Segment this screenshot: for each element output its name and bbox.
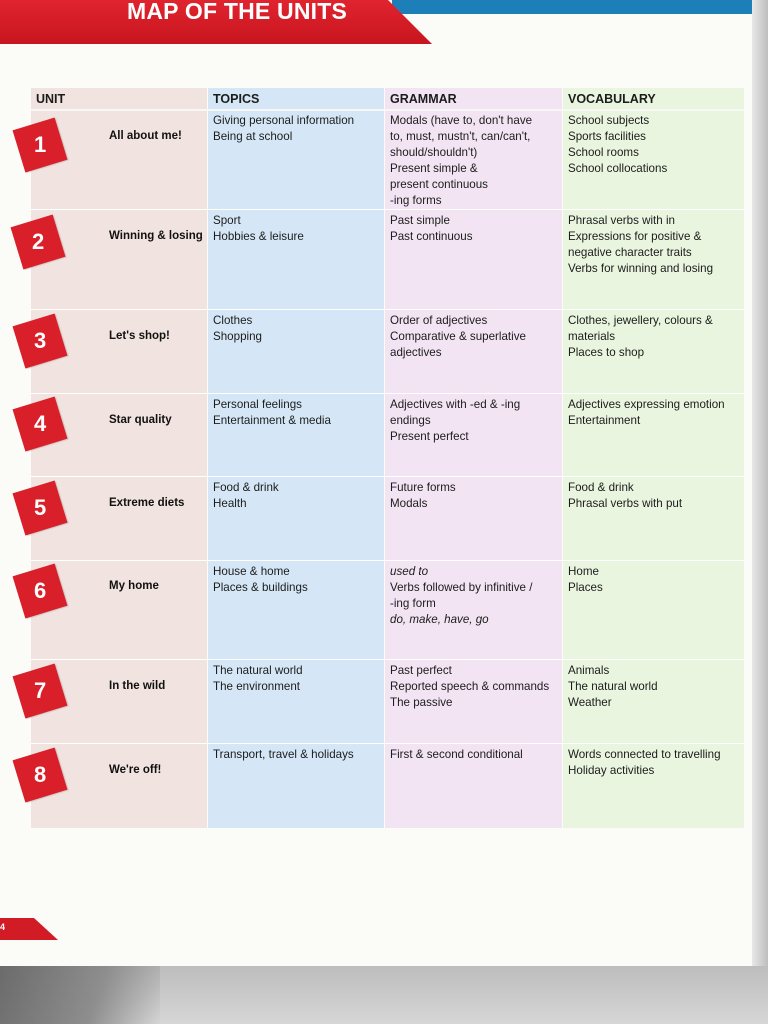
vocabulary-cell xyxy=(568,213,713,277)
vocabulary-item: Holiday activities xyxy=(568,764,655,777)
vocabulary-item: Clothes, jewellery, colours & xyxy=(568,314,713,327)
header-accent-bar xyxy=(392,0,752,14)
grammar-item: Comparative & superlative xyxy=(390,330,526,343)
grammar-cell xyxy=(390,397,520,445)
topics-cell xyxy=(213,747,354,763)
unit-number: 2 xyxy=(31,229,45,254)
vocabulary-item: School rooms xyxy=(568,146,639,159)
grammar-item: -ing forms xyxy=(390,194,442,207)
row-divider xyxy=(31,476,744,477)
topic-item: Giving personal information xyxy=(213,114,355,127)
grammar-item: Adjectives with -ed & -ing xyxy=(390,398,521,411)
grammar-item: Past simple xyxy=(390,214,450,227)
vocabulary-item: Places xyxy=(568,581,603,594)
topic-item: Sport xyxy=(213,214,241,227)
grammar-item: do, make, have, go xyxy=(390,613,489,626)
row-divider xyxy=(31,209,744,210)
row-divider xyxy=(31,309,744,310)
vocabulary-item: Expressions for positive & xyxy=(568,230,702,243)
vocabulary-item: Sports facilities xyxy=(568,130,646,143)
header-divider xyxy=(31,109,744,111)
grammar-item: endings xyxy=(390,414,431,427)
unit-title: In the wild xyxy=(109,680,166,692)
topics-cell xyxy=(213,480,279,512)
topic-item: Being at school xyxy=(213,130,293,143)
page-corner-tab xyxy=(0,918,58,940)
grammar-item: Present simple & xyxy=(390,162,478,175)
vocabulary-item: Entertainment xyxy=(568,414,641,427)
topics-cell xyxy=(213,213,304,245)
topics-header: TOPICS xyxy=(213,92,260,106)
vocabulary-item: Adjectives expressing emotion xyxy=(568,398,725,411)
grammar-item: used to xyxy=(390,565,429,578)
vocabulary-item: Words connected to travelling xyxy=(568,748,721,761)
topic-item: Shopping xyxy=(213,330,262,343)
vocabulary-cell xyxy=(568,480,682,512)
grammar-item: Modals xyxy=(390,497,428,510)
vocabulary-item: The natural world xyxy=(568,680,658,693)
unit-number: 6 xyxy=(33,578,47,603)
grammar-item: Order of adjectives xyxy=(390,314,488,327)
unit-title: Winning & losing xyxy=(109,230,203,242)
page-number: 4 xyxy=(0,922,6,932)
unit-number: 7 xyxy=(33,678,47,703)
unit-column xyxy=(31,88,207,828)
grammar-item: -ing form xyxy=(390,597,436,610)
vocabulary-column xyxy=(563,88,744,828)
page-title: MAP OF THE UNITS xyxy=(127,0,348,24)
grammar-header: GRAMMAR xyxy=(390,92,457,106)
topics-column xyxy=(208,88,384,828)
row-divider xyxy=(31,659,744,660)
vocabulary-item: Places to shop xyxy=(568,346,645,359)
vocabulary-item: materials xyxy=(568,330,616,343)
vocabulary-item: Animals xyxy=(568,664,610,677)
grammar-cell xyxy=(390,480,456,512)
grammar-item: Past continuous xyxy=(390,230,473,243)
grammar-cell xyxy=(390,663,549,711)
vocabulary-item: Phrasal verbs with put xyxy=(568,497,683,510)
vocabulary-item: negative character traits xyxy=(568,246,692,259)
topic-item: The environment xyxy=(213,680,300,693)
unit-number: 1 xyxy=(33,132,47,157)
grammar-item: to, must, mustn't, can/can't, xyxy=(390,130,531,143)
grammar-item: Modals (have to, don't have xyxy=(390,114,533,127)
topics-cell xyxy=(213,313,262,345)
page-edge-shadow xyxy=(752,0,768,966)
vocabulary-item: Phrasal verbs with in xyxy=(568,214,675,227)
grammar-item: present continuous xyxy=(390,178,488,191)
unit-title: All about me! xyxy=(109,130,182,142)
units-table xyxy=(31,88,744,828)
grammar-cell xyxy=(390,113,532,209)
grammar-item: First & second conditional xyxy=(390,748,523,761)
grammar-item: should/shouldn't) xyxy=(390,146,478,159)
vocabulary-header: VOCABULARY xyxy=(568,92,656,106)
topic-item: The natural world xyxy=(213,664,303,677)
vocabulary-cell xyxy=(568,397,725,429)
grammar-item: Reported speech & commands xyxy=(390,680,550,693)
topics-cell xyxy=(213,113,354,145)
row-divider xyxy=(31,743,744,744)
unit-title: We're off! xyxy=(109,764,162,776)
vocabulary-item: School subjects xyxy=(568,114,650,127)
unit-number: 8 xyxy=(33,762,47,787)
vocabulary-item: School collocations xyxy=(568,162,668,175)
grammar-item: Future forms xyxy=(390,481,456,494)
unit-title: Star quality xyxy=(109,414,172,426)
grammar-item: Verbs followed by infinitive / xyxy=(390,581,533,594)
row-divider xyxy=(31,560,744,561)
topic-item: House & home xyxy=(213,565,290,578)
topic-item: Entertainment & media xyxy=(213,414,331,427)
vocabulary-cell xyxy=(568,663,658,711)
topic-item: Hobbies & leisure xyxy=(213,230,304,243)
grammar-item: The passive xyxy=(390,696,453,709)
topics-cell xyxy=(213,663,303,695)
topic-item: Clothes xyxy=(213,314,253,327)
topic-item: Transport, travel & holidays xyxy=(213,748,354,761)
topics-cell xyxy=(213,564,308,596)
vocabulary-cell xyxy=(568,747,721,779)
grammar-item: Present perfect xyxy=(390,430,469,443)
vocabulary-item: Verbs for winning and losing xyxy=(568,262,714,275)
grammar-cell xyxy=(390,564,532,628)
vocabulary-item: Home xyxy=(568,565,599,578)
unit-title: Let's shop! xyxy=(109,330,170,342)
unit-title: My home xyxy=(109,580,159,592)
topic-item: Health xyxy=(213,497,247,510)
vocabulary-cell xyxy=(568,313,713,361)
unit-header: UNIT xyxy=(36,92,66,106)
unit-title: Extreme diets xyxy=(109,497,185,509)
vocabulary-item: Food & drink xyxy=(568,481,634,494)
grammar-cell xyxy=(390,747,523,763)
topic-item: Places & buildings xyxy=(213,581,308,594)
vocabulary-cell xyxy=(568,564,603,596)
topic-item: Personal feelings xyxy=(213,398,302,411)
grammar-cell xyxy=(390,213,473,245)
unit-number: 4 xyxy=(33,411,47,436)
scan-shadow xyxy=(0,966,160,1024)
grammar-item: adjectives xyxy=(390,346,442,359)
grammar-cell xyxy=(390,313,526,361)
vocabulary-cell xyxy=(568,113,667,177)
unit-number: 3 xyxy=(33,328,47,353)
vocabulary-item: Weather xyxy=(568,696,612,709)
grammar-item: Past perfect xyxy=(390,664,452,677)
topic-item: Food & drink xyxy=(213,481,279,494)
topics-cell xyxy=(213,397,331,429)
row-divider xyxy=(31,393,744,394)
unit-number: 5 xyxy=(33,495,47,520)
